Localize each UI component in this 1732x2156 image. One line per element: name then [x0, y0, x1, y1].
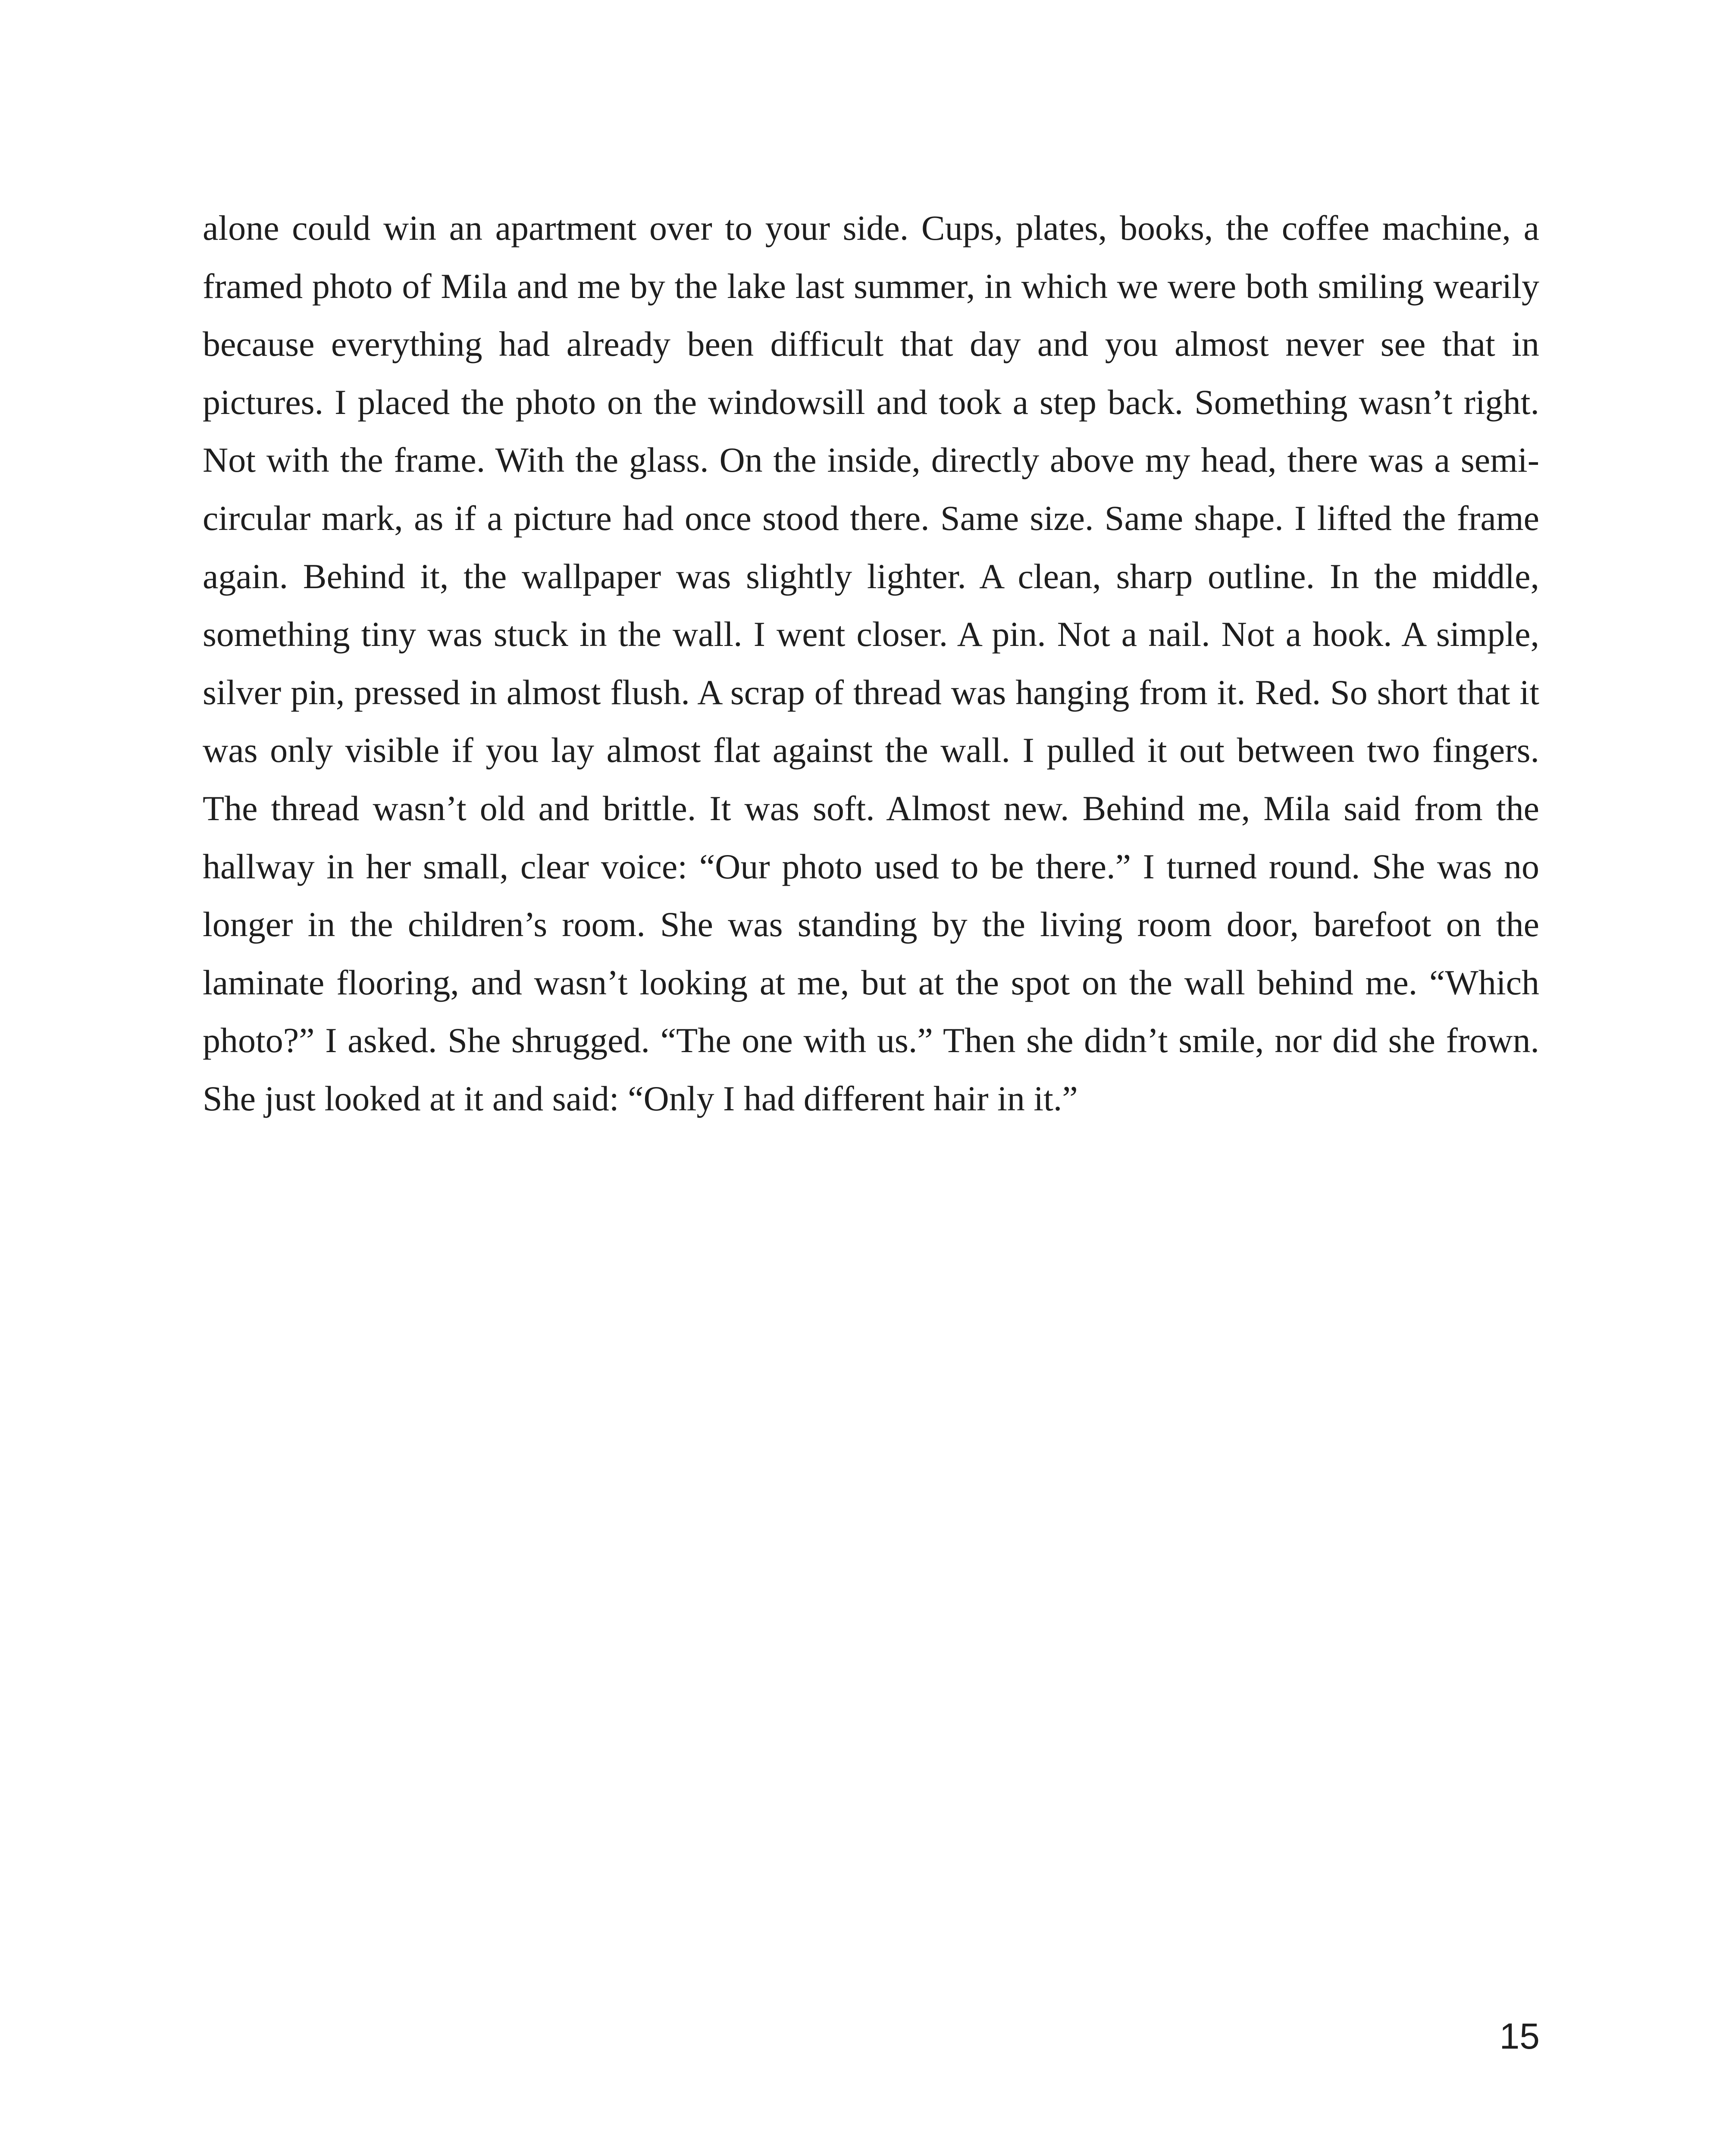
page-number: 15 — [1499, 2016, 1540, 2056]
body-paragraph: alone could win an apartment over to your side. Cups, plates, books, the coffee machine, a framed photo of Mila and me by the lake last summer, in which we were both smiling wearily because everything had already been difficult that day and you almost never see that in pictures. I placed the photo on the windowsill and took a step back. Something wasn’t right. Not with the frame. With the glass. On the inside, directly above my head, there was a semi-circular mark, as if a picture had once stood there. Same size. Same shape. I lifted the frame again. Behind it, the wallpaper was slightly lighter. A clean, sharp outline. In the middle, something tiny was stuck in the wall. I went closer. A pin. Not a nail. Not a hook. A simple, silver pin, pressed in almost flush. A scrap of thread was hanging from it. Red. So short that it was only visible if you lay almost flat against the wall. I pulled it out between two fingers. The thread wasn’t old and brittle. It was soft. Almost new. Behind me, Mila said from the hallway in her small, clear voice: “Our photo used to be there.” I turned round. She was no longer in the children’s room. She was standing by the living room door, barefoot on the laminate flooring, and wasn’t looking at me, but at the spot on the wall behind me. “Which photo?” I asked. She shrugged. “The one with us.” Then she didn’t smile, nor did she frown. She just looked at it and said: “Only I had different hair in it.” — [203, 208, 1539, 1118]
